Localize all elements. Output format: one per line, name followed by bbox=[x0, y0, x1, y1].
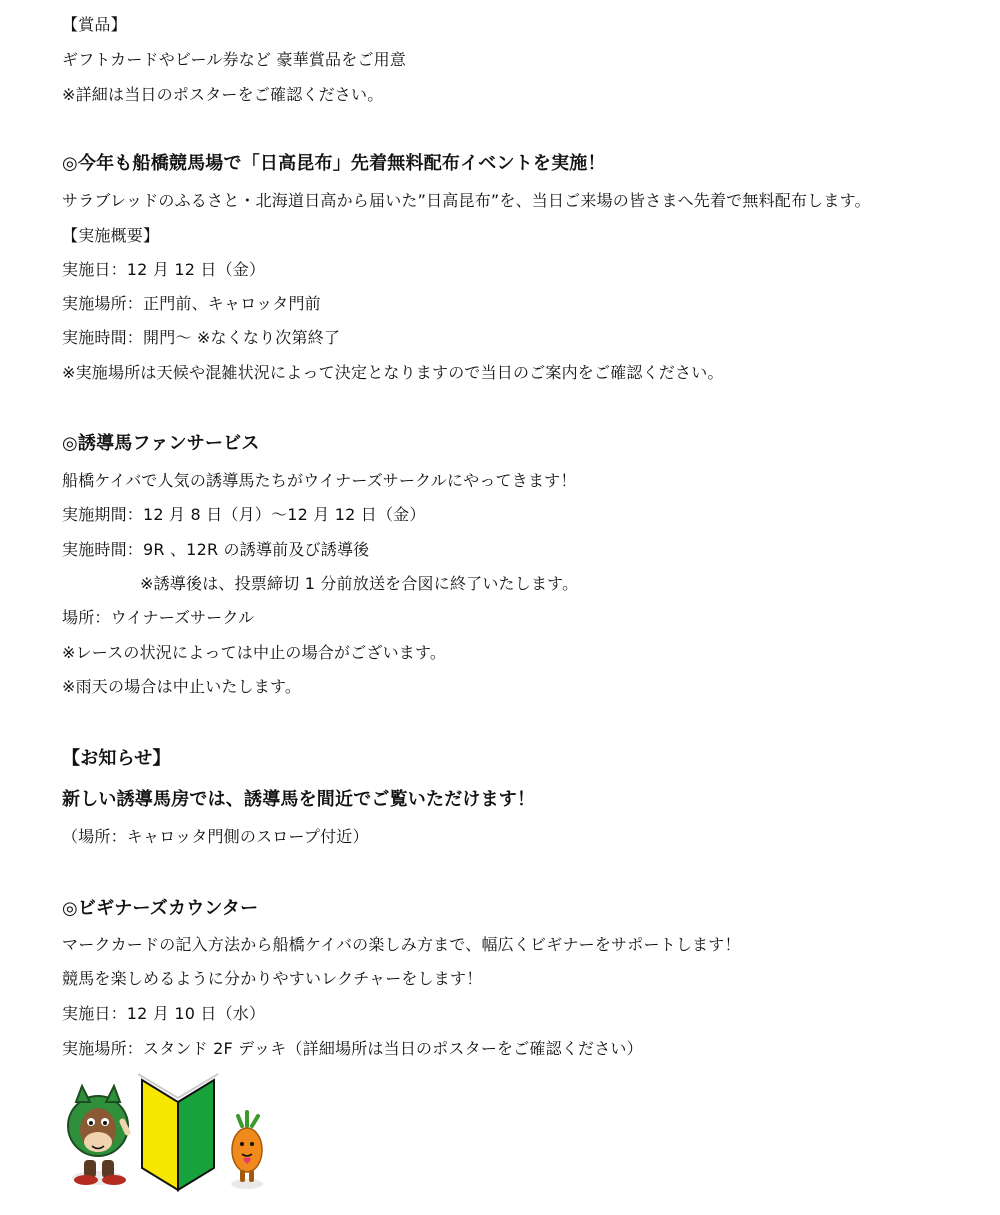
konbu-date: 実施日：12 月 12 日（金） bbox=[62, 260, 266, 279]
konbu-heading: ◎今年も船橋競馬場で「日高昆布」先着無料配布イベントを実施！ bbox=[62, 153, 606, 174]
konbu-overview: 【実施概要】 bbox=[62, 226, 160, 245]
beginners-date: 実施日：12 月 10 日（水） bbox=[62, 1004, 266, 1023]
pony-intro: 船橋ケイバで人気の誘導馬たちがウイナーズサークルにやってきます！ bbox=[62, 471, 577, 490]
notice-headline: 新しい誘導馬房では、誘導馬を間近でご覧いただけます！ bbox=[62, 789, 536, 810]
konbu-note: ※実施場所は天候や混雑状況によって決定となりますので当日のご案内をご確認ください。 bbox=[62, 363, 724, 382]
horse-mascot-icon bbox=[68, 1086, 132, 1185]
notice-place: （場所：キャロッタ門側のスロープ付近） bbox=[62, 827, 369, 846]
konbu-intro: サラブレッドのふるさと・北海道日高から届いた”日高昆布”を、当日ご来場の皆さまへ先着で無料配布します。 bbox=[62, 191, 871, 210]
pony-time: 実施時間：9R 、12R の誘導前及び誘導後 bbox=[62, 540, 370, 559]
pony-note-2: ※雨天の場合は中止いたします。 bbox=[62, 677, 302, 696]
beginners-heading: ◎ビギナーズカウンター bbox=[62, 898, 259, 919]
beginners-line-2: 競馬を楽しめるように分かりやすいレクチャーをします！ bbox=[62, 969, 483, 988]
mascot-illustration bbox=[62, 1072, 272, 1204]
prize-description: ギフトカードやビール券など 豪華賞品をご用意 bbox=[62, 50, 407, 69]
carrot-mascot-icon bbox=[231, 1112, 263, 1189]
prize-heading: 【賞品】 bbox=[62, 15, 127, 34]
pony-heading: ◎誘導馬ファンサービス bbox=[62, 433, 260, 454]
beginners-place: 実施場所：スタンド 2F デッキ（詳細場所は当日のポスターをご確認ください） bbox=[62, 1039, 643, 1058]
beginner-mark-icon bbox=[138, 1074, 218, 1190]
beginners-line-1: マークカードの記入方法から船橋ケイバの楽しみ方まで、幅広くビギナーをサポートします！ bbox=[62, 935, 741, 954]
pony-note-1: ※レースの状況によっては中止の場合がございます。 bbox=[62, 643, 447, 662]
prize-note: ※詳細は当日のポスターをご確認ください。 bbox=[62, 85, 384, 104]
pony-place: 場所：ウイナーズサークル bbox=[62, 608, 255, 627]
pony-time-note: ※誘導後は、投票締切 1 分前放送を合図に終了いたします。 bbox=[140, 574, 579, 593]
konbu-place: 実施場所：正門前、キャロッタ門前 bbox=[62, 294, 321, 313]
pony-period: 実施期間：12 月 8 日（月）～12 月 12 日（金） bbox=[62, 505, 426, 524]
notice-heading: 【お知らせ】 bbox=[62, 748, 171, 769]
konbu-time: 実施時間：開門～ ※なくなり次第終了 bbox=[62, 328, 341, 347]
